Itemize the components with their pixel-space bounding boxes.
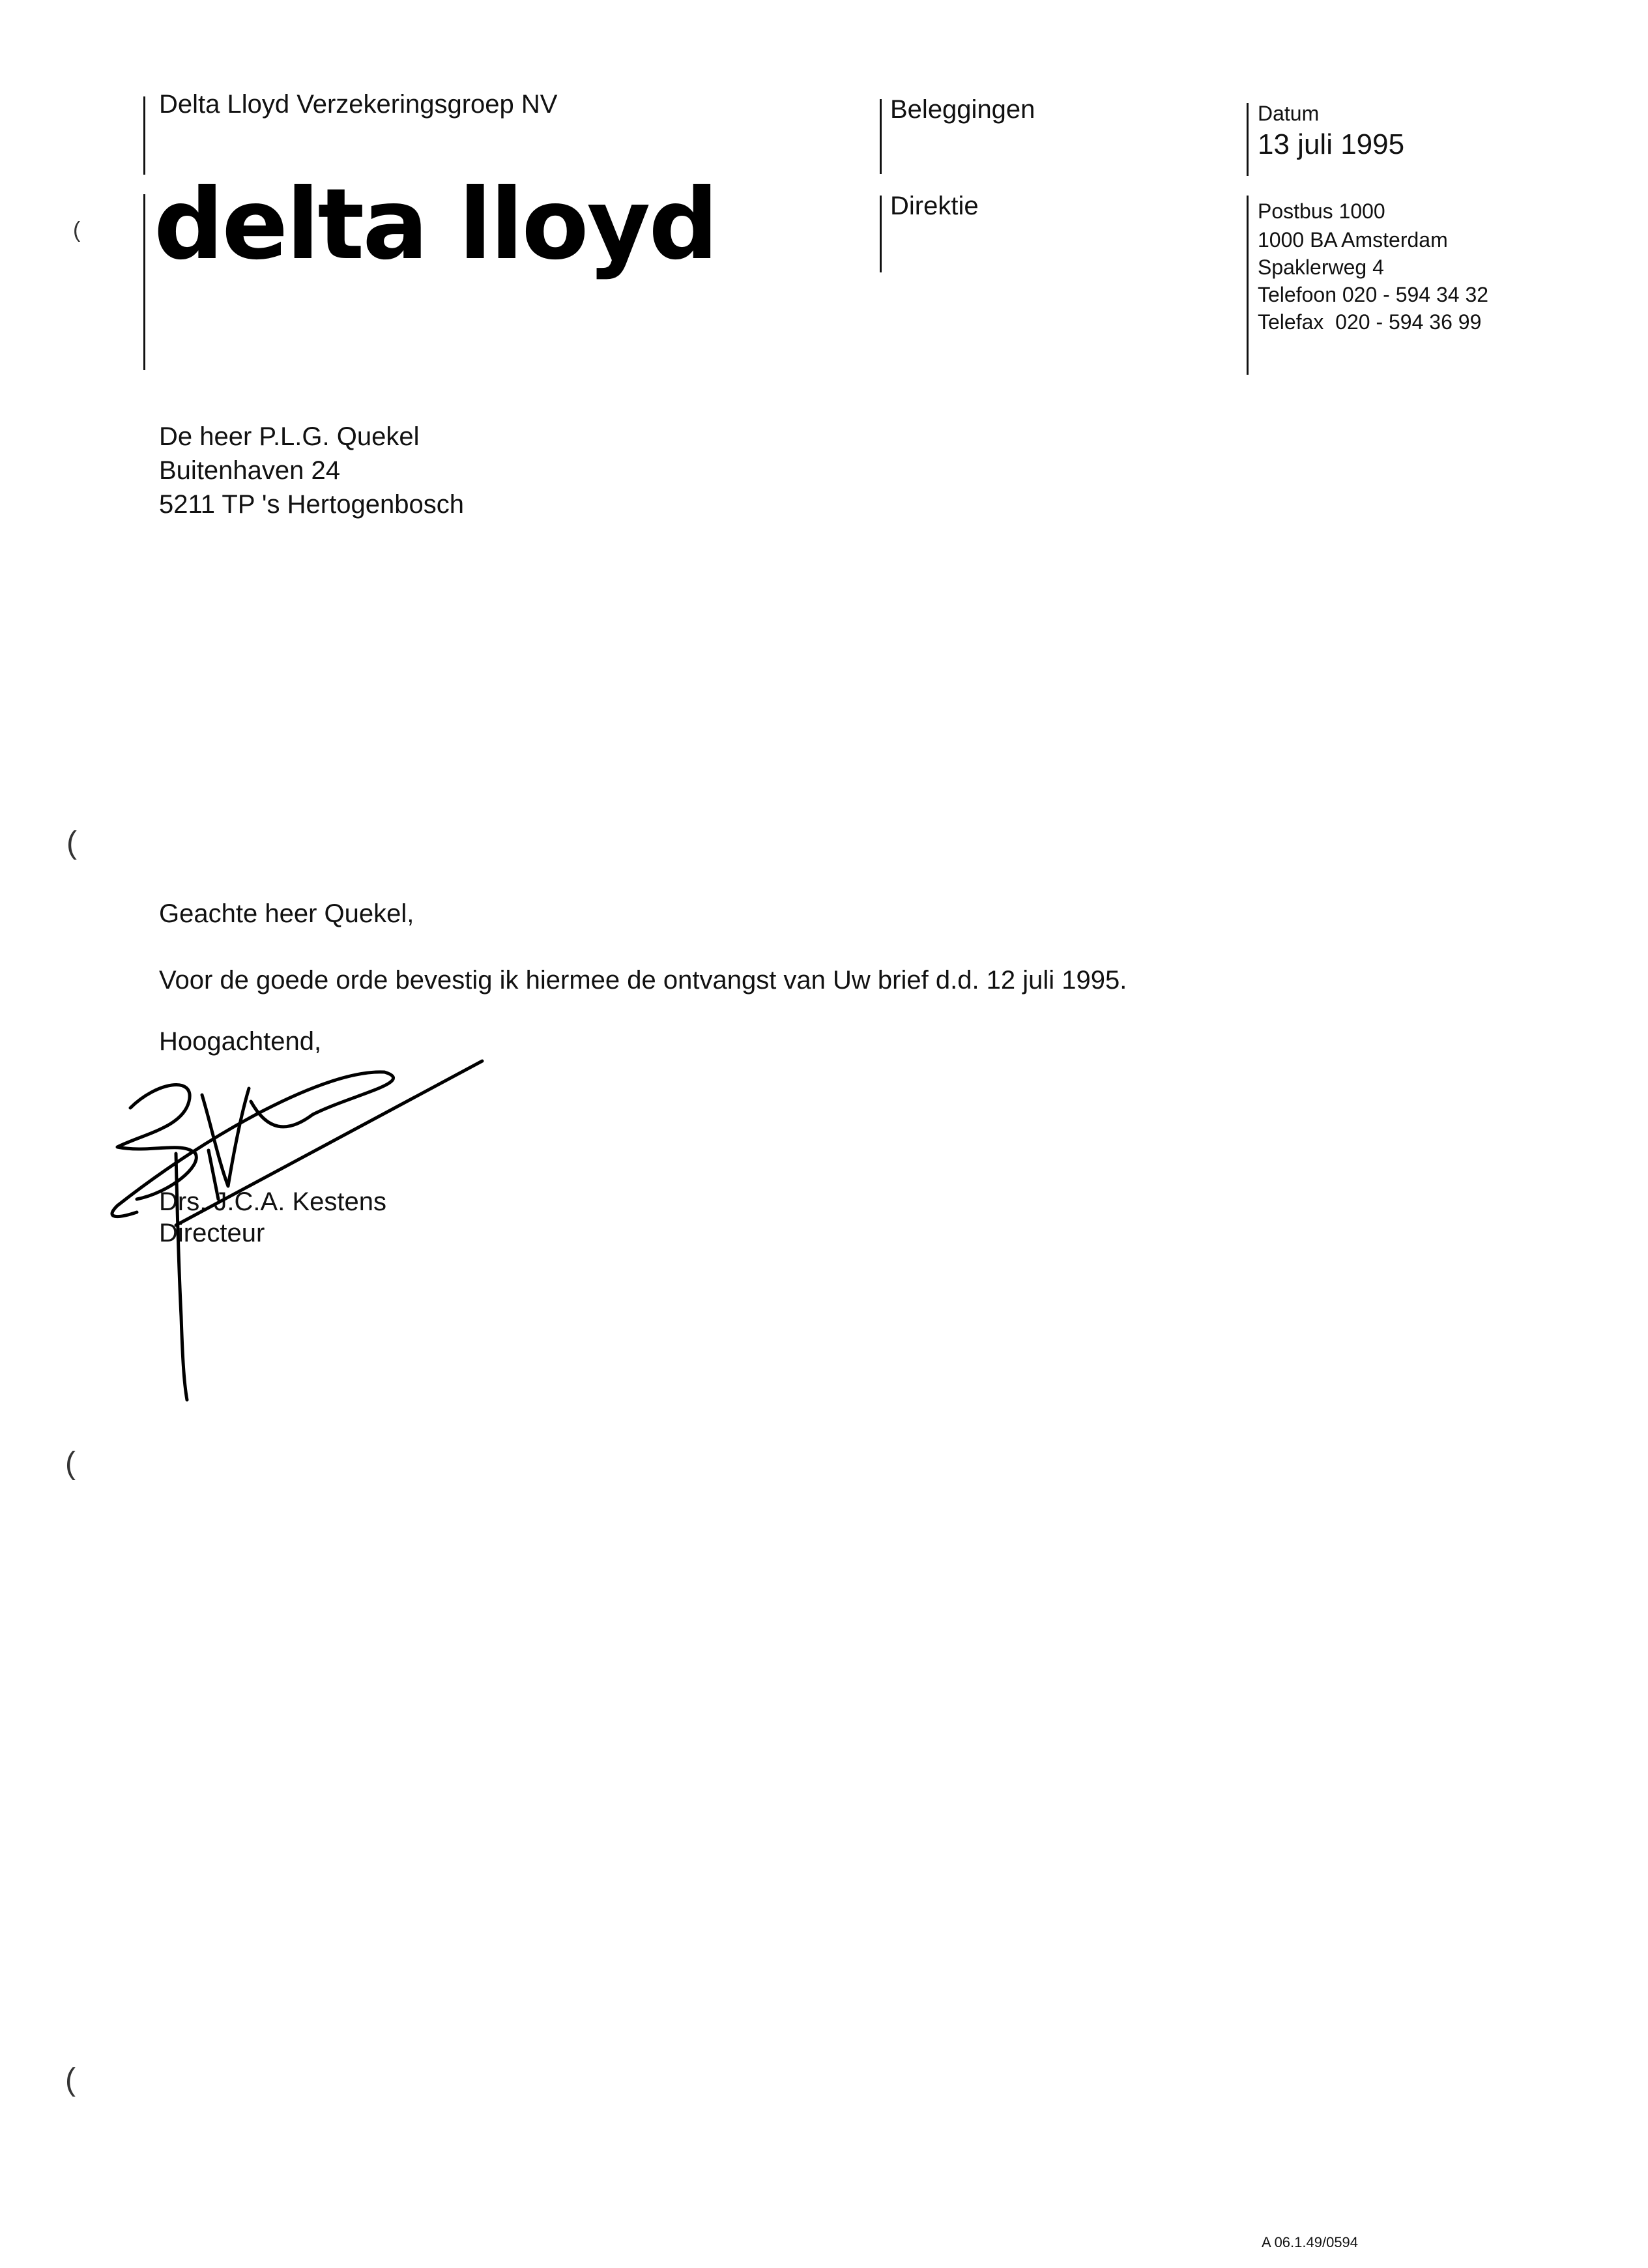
recipient-postcode-city: 5211 TP 's Hertogenbosch bbox=[159, 490, 464, 519]
letterhead-rule-right-lower bbox=[1247, 196, 1249, 375]
closing: Hoogachtend, bbox=[159, 1027, 322, 1056]
letterhead-rule-left-lower bbox=[143, 194, 145, 370]
scan-mark-4: ( bbox=[65, 2063, 76, 2097]
scan-mark-3: ( bbox=[65, 1446, 76, 1481]
signatory-title: Directeur bbox=[159, 1219, 265, 1247]
address-postcode-city: 1000 BA Amsterdam bbox=[1258, 228, 1448, 252]
recipient-street: Buitenhaven 24 bbox=[159, 456, 341, 485]
signatory-name: Drs. J.C.A. Kestens bbox=[159, 1187, 386, 1216]
scan-mark-2: ( bbox=[66, 826, 77, 860]
salutation: Geachte heer Quekel, bbox=[159, 899, 414, 928]
letterhead-rule-middle bbox=[880, 99, 882, 174]
datum-value: 13 juli 1995 bbox=[1258, 128, 1405, 160]
letter-body: Voor de goede orde bevestig ik hiermee de ontvangst van Uw brief d.d. 12 juli 1995. bbox=[159, 966, 1127, 995]
address-street: Spaklerweg 4 bbox=[1258, 255, 1384, 279]
address-postbus: Postbus 1000 bbox=[1258, 199, 1385, 223]
handwritten-signature bbox=[78, 1043, 495, 1408]
company-logo: delta lloyd bbox=[154, 168, 717, 282]
company-name: Delta Lloyd Verzekeringsgroep NV bbox=[159, 90, 558, 119]
letterhead-rule-middle-lower bbox=[880, 196, 882, 272]
letterhead-rule-right bbox=[1247, 103, 1249, 176]
division-label: Direktie bbox=[890, 192, 979, 220]
department-label: Beleggingen bbox=[890, 95, 1035, 124]
address-telefoon: Telefoon 020 - 594 34 32 bbox=[1258, 283, 1489, 306]
datum-label: Datum bbox=[1258, 102, 1320, 125]
scan-mark-1: ( bbox=[73, 218, 81, 242]
form-code: A 06.1.49/0594 bbox=[1262, 2234, 1359, 2250]
recipient-name: De heer P.L.G. Quekel bbox=[159, 422, 420, 451]
letterhead-rule-left bbox=[143, 96, 145, 175]
address-telefax: Telefax 020 - 594 36 99 bbox=[1258, 310, 1482, 334]
